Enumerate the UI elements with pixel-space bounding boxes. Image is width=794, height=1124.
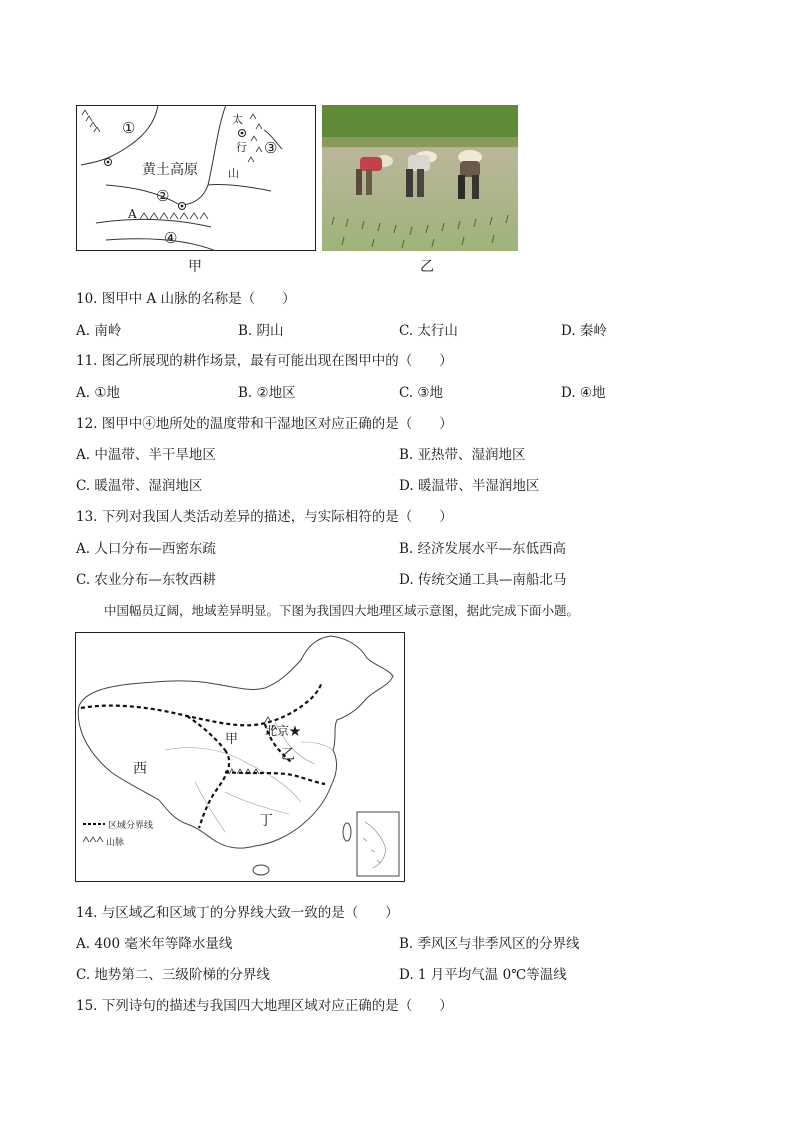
region-label-jia: 甲 (225, 732, 239, 747)
capital-beijing: 北京★ (265, 724, 302, 738)
question-13-option-d: D. 传统交通工具—南船北马 (399, 572, 567, 588)
region-label-yi: 乙 (281, 747, 295, 763)
question-11-option-a: A. ①地 (76, 385, 120, 401)
question-10-option-b: B. 阴山 (238, 323, 284, 339)
marker-3: ③ (264, 139, 278, 157)
figure-yi-caption: 乙 (420, 259, 434, 275)
question-10-option-c: C. 太行山 (399, 323, 458, 339)
question-12-option-c: C. 暖温带、湿润地区 (76, 478, 203, 494)
marker-4: ④ (164, 229, 178, 247)
question-14-option-b: B. 季风区与非季风区的分界线 (399, 936, 580, 952)
mountain-a-label: A (128, 207, 137, 221)
question-13-option-c: C. 农业分布—东牧西耕 (76, 572, 216, 588)
question-11-option-b: B. ②地区 (238, 385, 296, 401)
question-14-option-c: C. 地势第二、三级阶梯的分界线 (76, 967, 270, 983)
figure-jia-map (76, 105, 316, 251)
intro-text: 中国幅员辽阔，地域差异明显。下图为我国四大地理区域示意图，据此完成下面小题。 (104, 603, 580, 618)
question-10-option-d: D. 秦岭 (561, 323, 607, 339)
marker-2: ② (156, 187, 170, 205)
legend-boundary-label: 区域分界线 (108, 821, 154, 831)
question-12-option-a: A. 中温带、半干旱地区 (76, 447, 216, 463)
question-13-option-a: A. 人口分布—西密东疏 (76, 541, 216, 557)
china-regions-map (75, 632, 405, 882)
marker-1: ① (122, 119, 136, 137)
question-14-option-d: D. 1 月平均气温 0℃等温线 (399, 967, 567, 983)
question-12-option-b: B. 亚热带、湿润地区 (399, 447, 526, 463)
question-13-option-b: B. 经济发展水平—东低西高 (399, 541, 567, 557)
question-13-stem: 13. 下列对我国人类活动差异的描述，与实际相符的是（ ） (76, 509, 453, 525)
loess-plateau-label: 黄土高原 (142, 162, 198, 178)
question-12-option-d: D. 暖温带、半湿润地区 (399, 478, 540, 494)
question-10-option-a: A. 南岭 (76, 323, 122, 339)
question-10-stem: 10. 图甲中 A 山脉的名称是（ ） (76, 291, 296, 307)
question-11-stem: 11. 图乙所展现的耕作场景，最有可能出现在图甲中的（ ） (76, 353, 453, 369)
question-12-stem: 12. 图甲中④地所处的温度带和干湿地区对应正确的是（ ） (76, 416, 453, 432)
figure-jia-caption: 甲 (188, 259, 202, 275)
taihang-char-3: 山 (228, 167, 239, 180)
question-11-option-d: D. ④地 (561, 385, 606, 401)
question-11-option-c: C. ③地 (399, 385, 444, 401)
question-15-stem: 15. 下列诗句的描述与我国四大地理区域对应正确的是（ ） (76, 998, 453, 1014)
question-14-stem: 14. 与区域乙和区域丁的分界线大致一致的是（ ） (76, 905, 399, 921)
region-label-xi: 西 (133, 761, 147, 777)
legend-mountain-label: 山脉 (106, 838, 125, 848)
region-label-ding: 丁 (259, 813, 273, 829)
figure-yi-photo (322, 105, 518, 251)
question-14-option-a: A. 400 毫米年等降水量线 (76, 936, 233, 952)
taihang-char-1: 太 (232, 113, 243, 126)
taihang-char-2: 行 (236, 141, 247, 154)
